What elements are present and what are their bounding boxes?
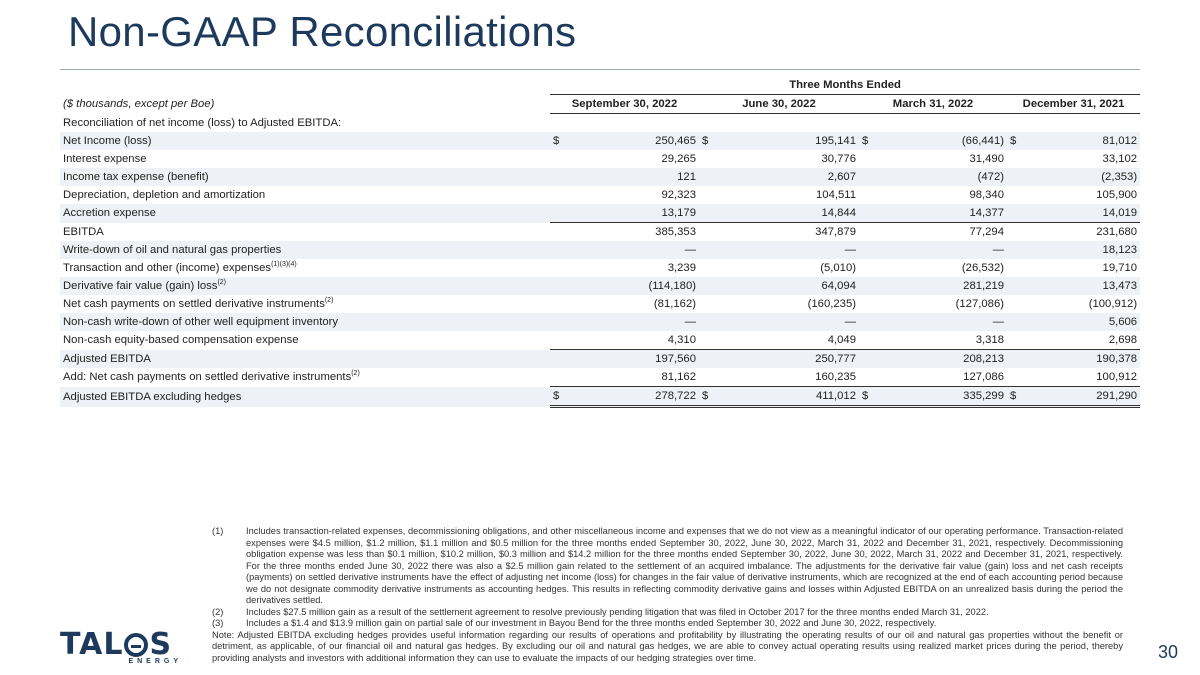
table-cell: 197,560 [564, 350, 699, 369]
logo-subtitle: ENERGY [128, 658, 182, 665]
table-cell: 104,511 [816, 189, 856, 201]
table-cell: 14,844 [713, 204, 859, 223]
currency-symbol: $ [699, 132, 713, 150]
table-cell: (160,235) [807, 298, 856, 310]
table-cell: 92,323 [661, 189, 696, 201]
currency-symbol [859, 168, 873, 186]
row-label-text: Adjusted EBITDA excluding hedges [63, 390, 242, 403]
currency-symbol [699, 223, 713, 242]
currency-symbol [550, 259, 564, 277]
table-cell: 100,912 [1096, 371, 1138, 383]
row-label [60, 150, 550, 168]
currency-symbol [859, 313, 873, 331]
table-row [60, 114, 1140, 133]
currency-symbol [859, 350, 873, 369]
footnote-text: Includes a $1.4 and $13.9 million gain on partial sale of our investment in Bayou Bend for the three months ended September 30, 2022 and June 30, 2022, respectively. [246, 618, 937, 628]
footnote-item [212, 607, 1123, 619]
currency-symbol [699, 368, 713, 387]
row-label-text: Derivative fair value (gain) loss [63, 280, 218, 292]
page-number: 30 [1158, 642, 1179, 662]
table-cell: 18,123 [1021, 241, 1140, 259]
currency-symbol: $ [859, 387, 873, 407]
table-cell: 13,179 [564, 204, 699, 223]
row-label-text: Add: Net cash payments on settled derivative instruments [63, 371, 352, 384]
table-cell: 2,607 [713, 168, 859, 186]
currency-symbol [699, 313, 713, 331]
row-label-text: Net Income (loss) [63, 135, 152, 147]
adjusted-ebitda-note: Note: Adjusted EBITDA excluding hedges provides useful information regarding our results of operations and profitability by illustrating the operating results of our oil and natural gas properties without the benefit or detriment, as applicable, of our financial oil and natural gas hedges. By excluding our oil and natural gas hedges, we are able to convey actual operating results using realized market prices during the period, thereby providing analysts and investors with additional information they can use to evaluate the impacts of our hedging strategies over time. [212, 629, 1123, 663]
table-cell: 195,141 [713, 132, 859, 150]
table-cell: 3,239 [667, 262, 696, 274]
row-label [60, 168, 550, 186]
currency-symbol [1007, 313, 1021, 331]
currency-symbol [550, 331, 564, 350]
logo-text-left: TAL [60, 627, 124, 662]
currency-symbol [859, 331, 873, 350]
currency-symbol [1007, 223, 1021, 242]
table-cell: 98,340 [969, 189, 1004, 201]
table-row [60, 350, 1140, 369]
row-label [60, 387, 550, 407]
group-header: Three Months Ended [550, 76, 1140, 95]
table-row [60, 204, 1140, 223]
table-cell: 127,086 [963, 371, 1004, 383]
currency-symbol: $ [550, 387, 564, 407]
currency-symbol [699, 277, 713, 295]
table-cell: 29,265 [661, 153, 696, 165]
currency-symbol: $ [1007, 132, 1021, 150]
table-cell: — [873, 241, 1007, 259]
table-cell: (5,010) [820, 262, 856, 274]
currency-symbol [550, 368, 564, 387]
table-cell: — [713, 313, 859, 331]
footnote-number: (1) [212, 526, 224, 536]
row-label-text: Net cash payments on settled derivative instruments [63, 298, 325, 310]
table-cell: 250,777 [713, 350, 859, 369]
table-column-header-row [60, 95, 1140, 114]
row-label-text: Depreciation, depletion and amortization [63, 189, 266, 201]
currency-symbol [1007, 368, 1021, 387]
row-label-text: Write-down of oil and natural gas properties [63, 244, 282, 256]
logo-o-icon [124, 633, 148, 657]
table-cell: 335,299 [873, 387, 1007, 407]
footnote-number: (3) [212, 618, 224, 628]
table-row [60, 277, 1140, 295]
table-cell [1021, 114, 1140, 133]
row-label-text: Non-cash equity-based compensation expense [63, 334, 299, 347]
currency-symbol [1007, 204, 1021, 223]
table-cell: 4,310 [667, 334, 696, 346]
table-cell: 64,094 [713, 277, 859, 295]
row-label-text: Interest expense [63, 153, 147, 165]
table-cell: 411,012 [713, 387, 859, 407]
currency-symbol: $ [1007, 387, 1021, 407]
row-label [60, 368, 550, 387]
table-cell: 160,235 [815, 371, 856, 383]
currency-symbol [699, 204, 713, 223]
table-cell: 77,294 [873, 223, 1007, 242]
currency-symbol [859, 150, 873, 168]
table-cell: (127,086) [955, 298, 1004, 310]
currency-symbol [699, 259, 713, 277]
table-cell: — [564, 313, 699, 331]
table-cell: (114,180) [564, 277, 699, 295]
row-label [60, 132, 550, 150]
reconciliation-table [60, 76, 1140, 408]
table-cell: 385,353 [564, 223, 699, 242]
currency-symbol [550, 313, 564, 331]
table-body [60, 114, 1140, 407]
currency-symbol [550, 350, 564, 369]
footnote-reference: (2) [217, 279, 227, 287]
table-cell [873, 114, 1007, 133]
currency-symbol: $ [550, 132, 564, 150]
row-label [60, 350, 550, 369]
row-label-text: Transaction and other (income) expenses [63, 262, 272, 274]
table-cell: 5,606 [1021, 313, 1140, 331]
talos-energy-logo [60, 627, 186, 668]
table-cell: 13,473 [1021, 277, 1140, 295]
footnote-text: Includes transaction-related expenses, decommissioning obligations, and other miscellaneous income and expenses that we do not view as a meaningful indicator of our operating performance. Transaction-related expenses were $4.5 million, $1.2 million, $1.1 million and $0.5 million for the three months ended September 30, 2022, June 30, 2022, March 31, 2022 and December 31, 2021, respectively. Decommissioning obligation expense was less than $0.1 million, $10.2 million, $0.3 million and $14.2 million for the three months ended September 30, 2022, June 30, 2022, March 31, 2022 and December 31, 2021, respectively. For the three months ended June 30, 2022 there was also a $2.5 million gain related to the settlement of an acquired imbalance. The adjustments for the derivative fair value (gain) loss and net cash receipts (payments) on settled derivative instruments have the effect of adjusting net income (loss) for changes in the fair value of derivative instruments, which are recognized at the end of each accounting period because we do not designate commodity derivative instruments as accounting hedges. This results in reflecting commodity derivative gains and losses within Adjusted EBITDA on an unrealized basis during the period the derivatives settled. [246, 526, 1123, 605]
footnote-reference: (2) [351, 370, 360, 378]
table-cell: (66,441) [873, 132, 1007, 150]
table-row [60, 387, 1140, 407]
table-cell: 4,049 [827, 334, 856, 346]
table-cell [713, 114, 859, 133]
table-row [60, 168, 1140, 186]
currency-symbol [550, 223, 564, 242]
currency-symbol [1007, 168, 1021, 186]
table-cell: 3,318 [975, 334, 1004, 346]
table-cell: 105,900 [1096, 189, 1138, 201]
table-cell: 2,698 [1108, 334, 1138, 346]
footnote-reference: (2) [324, 297, 334, 305]
table-cell: 31,490 [969, 153, 1004, 165]
currency-symbol [550, 168, 564, 186]
column-header: March 31, 2022 [859, 95, 1007, 114]
currency-symbol [859, 241, 873, 259]
row-label-text: EBITDA [63, 225, 104, 238]
table-cell: 190,378 [1021, 350, 1140, 369]
table-row [60, 259, 1140, 277]
table-row [60, 331, 1140, 350]
currency-symbol [859, 295, 873, 313]
currency-symbol [550, 204, 564, 223]
currency-symbol [1007, 150, 1021, 168]
table-cell: (81,162) [653, 298, 696, 310]
footnote-number: (2) [212, 606, 224, 617]
table-cell: 33,102 [1102, 153, 1138, 165]
table-group-header-row [60, 76, 1140, 95]
table-cell [564, 114, 699, 133]
table-cell: 121 [564, 168, 699, 186]
currency-symbol [699, 168, 713, 186]
table-row [60, 186, 1140, 204]
title-divider [60, 69, 1140, 70]
currency-symbol [699, 150, 713, 168]
units-label: ($ thousands, except per Boe) [63, 98, 215, 110]
footnote-item [212, 618, 1123, 630]
table-cell: — [564, 241, 699, 259]
table-cell: 250,465 [564, 132, 699, 150]
table-row [60, 368, 1140, 387]
currency-symbol [550, 186, 564, 204]
currency-symbol [550, 241, 564, 259]
table-cell: 278,722 [564, 387, 699, 407]
currency-symbol [699, 331, 713, 350]
currency-symbol [859, 277, 873, 295]
row-label [60, 295, 550, 313]
currency-symbol [859, 186, 873, 204]
table-cell: 281,219 [873, 277, 1007, 295]
page-title: Non-GAAP Reconciliations [68, 8, 577, 55]
table-row [60, 223, 1140, 242]
row-label [60, 277, 550, 295]
currency-symbol [699, 241, 713, 259]
currency-symbol [1007, 186, 1021, 204]
footnote-item [212, 526, 1123, 607]
currency-symbol: $ [859, 132, 873, 150]
currency-symbol [859, 259, 873, 277]
row-label [60, 186, 550, 204]
table-cell: 81,012 [1021, 132, 1140, 150]
row-label-text: Reconciliation of net income (loss) to Adjusted EBITDA: [63, 116, 342, 129]
row-label [60, 114, 550, 133]
table-cell: 231,680 [1021, 223, 1140, 242]
currency-symbol [1007, 259, 1021, 277]
row-label [60, 259, 550, 277]
table-row [60, 241, 1140, 259]
table-row [60, 150, 1140, 168]
footnote-reference: (1)(3)(4) [271, 261, 297, 269]
currency-symbol [699, 350, 713, 369]
row-label [60, 241, 550, 259]
currency-symbol [1007, 277, 1021, 295]
table-cell: 208,213 [873, 350, 1007, 369]
table-cell: 347,879 [713, 223, 859, 242]
currency-symbol [550, 150, 564, 168]
row-label [60, 313, 550, 331]
table-cell: — [873, 313, 1007, 331]
table-cell: 19,710 [1102, 262, 1138, 274]
currency-symbol [859, 368, 873, 387]
row-label-text: Accretion expense [63, 207, 156, 220]
currency-symbol [1007, 295, 1021, 313]
footnotes [212, 526, 1123, 664]
table-row [60, 132, 1140, 150]
footnote-text: Includes $27.5 million gain as a result of the settlement agreement to resolve previously pending litigation that was filed in October 2017 for the three months ended March 31, 2022. [246, 606, 989, 617]
currency-symbol [1007, 241, 1021, 259]
table-row [60, 295, 1140, 313]
column-header: December 31, 2021 [1007, 95, 1140, 114]
table-cell: 291,290 [1021, 387, 1140, 407]
currency-symbol [550, 277, 564, 295]
currency-symbol [699, 186, 713, 204]
table-cell: (26,532) [961, 262, 1004, 274]
row-label [60, 331, 550, 350]
currency-symbol [859, 114, 873, 133]
currency-symbol [1007, 331, 1021, 350]
currency-symbol [859, 204, 873, 223]
row-label [60, 204, 550, 223]
table-cell: 81,162 [661, 371, 696, 383]
currency-symbol: $ [699, 387, 713, 407]
column-header: September 30, 2022 [550, 95, 699, 114]
currency-symbol [550, 295, 564, 313]
currency-symbol [699, 114, 713, 133]
table-cell: (472) [873, 168, 1007, 186]
column-header: June 30, 2022 [699, 95, 859, 114]
row-label-text: Adjusted EBITDA [63, 352, 151, 365]
currency-symbol [699, 295, 713, 313]
table-cell: (100,912) [1088, 298, 1138, 310]
table-cell: — [713, 241, 859, 259]
row-label-text: Non-cash write-down of other well equipment inventory [63, 316, 339, 328]
table-cell: 14,019 [1021, 204, 1140, 223]
logo-text-right: S [149, 627, 173, 662]
currency-symbol [550, 114, 564, 133]
table-cell: 30,776 [821, 153, 856, 165]
currency-symbol [1007, 114, 1021, 133]
table-row [60, 313, 1140, 331]
table-cell: (2,353) [1021, 168, 1140, 186]
row-label [60, 223, 550, 242]
currency-symbol [1007, 350, 1021, 369]
row-label-text: Income tax expense (benefit) [63, 171, 209, 183]
table-cell: 14,377 [873, 204, 1007, 223]
currency-symbol [859, 223, 873, 242]
